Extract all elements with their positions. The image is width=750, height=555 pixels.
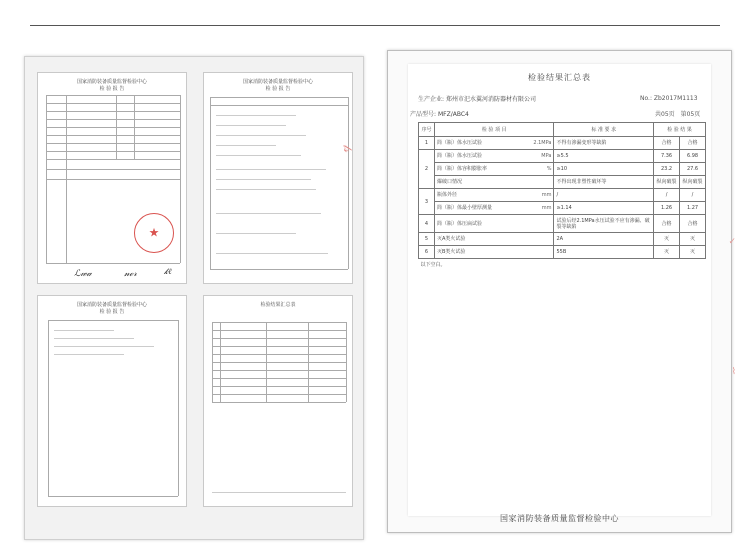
red-seal-stamp xyxy=(134,213,174,253)
row-unit: % xyxy=(546,166,552,172)
row-no: 4 xyxy=(419,215,435,233)
table-header-row xyxy=(419,123,706,137)
page-count xyxy=(655,109,700,118)
report-page-2-title: 国家消防装备质量监督检验中心 xyxy=(242,79,313,85)
table-row xyxy=(419,137,706,150)
model-line xyxy=(410,109,469,118)
row-result-1: 7.36 xyxy=(654,150,680,163)
row-result-1: 1.26 xyxy=(654,202,680,215)
report-page-2 xyxy=(203,72,353,284)
row-item: 灭A类火试验 xyxy=(434,233,554,246)
header-item: 检 验 项 目 xyxy=(434,123,554,137)
table-row xyxy=(419,246,706,259)
report-page-1-subtitle: 检 验 报 告 xyxy=(99,86,125,92)
table-row xyxy=(419,176,706,189)
row-result-2: 灭 xyxy=(680,246,706,259)
row-item: 简（瓶）体压扁试验 xyxy=(434,215,554,233)
row-requirement: ≥5.5 xyxy=(554,150,654,163)
table-row xyxy=(419,189,706,202)
signature-3: 𝓀ℓ xyxy=(164,267,172,276)
report-page-3-subtitle: 检 验 报 告 xyxy=(99,309,125,315)
row-requirement: 不得出现非塑性破坏等 xyxy=(554,176,654,189)
row-item: 爆破口情况 xyxy=(434,176,554,189)
issuer-footer: 国家消防装备质量监督检验中心 xyxy=(500,514,619,523)
report-page-4 xyxy=(203,295,353,507)
row-result-1: 23.2 xyxy=(654,163,680,176)
row-unit: mm xyxy=(541,192,552,198)
table-row xyxy=(419,150,706,163)
table-row xyxy=(419,215,706,233)
summary-title: 检验结果汇总表 xyxy=(528,73,591,82)
results-table xyxy=(418,122,706,272)
end-note: 以下空白。 xyxy=(419,259,706,272)
table-row xyxy=(419,233,706,246)
row-no: 1 xyxy=(419,137,435,150)
row-result-1: 合格 xyxy=(654,215,680,233)
row-requirement: ≥10 xyxy=(554,163,654,176)
report-page-3 xyxy=(37,295,187,507)
producer-label: 生产企业: xyxy=(418,96,445,103)
table-row xyxy=(419,202,706,215)
row-requirement: 不得有渗漏变形等缺陷 xyxy=(554,137,654,150)
row-result-2: 合格 xyxy=(680,215,706,233)
row-result-1: 合格 xyxy=(654,137,680,150)
report-page-3-title: 国家消防装备质量监督检验中心 xyxy=(76,302,147,308)
summary-document xyxy=(408,64,711,523)
row-result-2: / xyxy=(680,189,706,202)
scanned-report-sheet xyxy=(24,56,364,540)
table-row xyxy=(419,163,706,176)
end-note-row xyxy=(419,259,706,272)
red-handwriting-mark: 𝓁𝓈 xyxy=(340,142,355,153)
row-no: 3 xyxy=(419,189,435,215)
row-item: 简（瓶）体容积膨胀率 % xyxy=(434,163,554,176)
report-page-2-subtitle: 检 验 报 告 xyxy=(265,86,291,92)
row-requirement: 55B xyxy=(554,246,654,259)
report-number: No.: Zb2017M1113 xyxy=(640,95,698,102)
report-page-4-title: 检验结果汇总表 xyxy=(260,302,296,308)
row-requirement: / xyxy=(554,189,654,202)
report-page-1-title: 国家消防装备质量监督检验中心 xyxy=(76,79,147,85)
report-page-1 xyxy=(37,72,187,284)
model-value: MFZ/ABC4 xyxy=(437,111,469,118)
row-result-2: 灭 xyxy=(680,233,706,246)
row-item: 简（瓶）体水压试验 2.1MPa xyxy=(434,137,554,150)
page-number: 第05页 xyxy=(680,111,701,118)
header-requirement: 标 准 要 求 xyxy=(554,123,654,137)
row-unit: MPa xyxy=(541,153,552,159)
row-requirement: 2A xyxy=(554,233,654,246)
row-unit: mm xyxy=(541,205,552,211)
producer-name: 郑州市汜水翼河消防器材有限公司 xyxy=(445,96,536,103)
red-edge-mark-2: ⌇ xyxy=(731,367,736,377)
row-result-1: / xyxy=(654,189,680,202)
producer-line xyxy=(418,94,536,103)
row-result-2: 合格 xyxy=(680,137,706,150)
summary-sheet xyxy=(387,50,736,533)
row-no: 5 xyxy=(419,233,435,246)
row-result-1: 纵向破裂 xyxy=(654,176,680,189)
row-item: 简（瓶）体水压试验 MPa xyxy=(434,150,554,163)
row-requirement: 试验后经2.1MPa水压试验不应有渗漏、破裂等缺陷 xyxy=(554,215,654,233)
row-result-1: 灭 xyxy=(654,233,680,246)
model-label: 产品型号: xyxy=(410,111,437,118)
row-result-2: 1.27 xyxy=(680,202,706,215)
row-result-2: 纵向破裂 xyxy=(680,176,706,189)
row-result-1: 灭 xyxy=(654,246,680,259)
row-no: 2 xyxy=(419,150,435,189)
header-no: 序号 xyxy=(419,123,435,137)
signature-1: ℒ𝓌𝒶 xyxy=(74,269,92,279)
row-result-2: 6.98 xyxy=(680,150,706,163)
header-result: 检 验 结 果 xyxy=(654,123,706,137)
row-item: 简（瓶）体最小壁厚测量 mm xyxy=(434,202,554,215)
top-divider xyxy=(30,25,720,26)
row-result-2: 27.6 xyxy=(680,163,706,176)
total-pages: 共05页 xyxy=(655,111,675,118)
red-edge-mark: ✓ xyxy=(728,237,736,247)
row-item: 瓶体外径 mm xyxy=(434,189,554,202)
row-item: 灭B类火试验 xyxy=(434,246,554,259)
row-no: 6 xyxy=(419,246,435,259)
row-requirement: ≥1.14 xyxy=(554,202,654,215)
row-unit: 2.1MPa xyxy=(533,140,552,146)
signature-2: 𝓃ℯ𝓇 xyxy=(124,269,137,279)
